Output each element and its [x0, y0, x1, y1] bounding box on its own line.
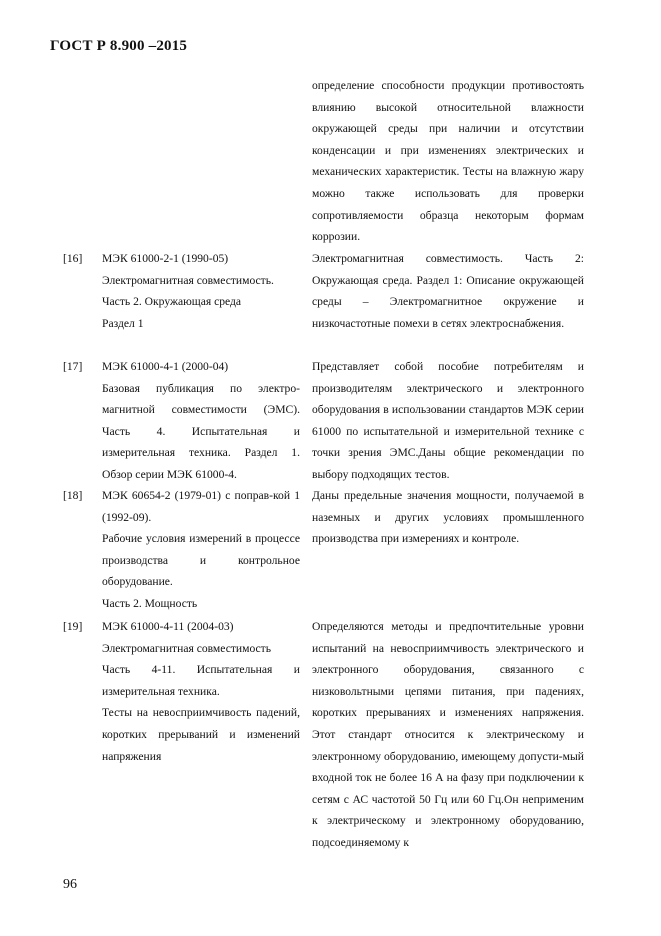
reference-title: [102, 356, 300, 486]
title-line: Базовая публикация по электро-магнитной совместимости (ЭМС). Часть 4. Испытательная и измерительная техника. Раздел 1. Обзор серии МЭК 61000-4.: [102, 381, 300, 481]
reference-description: [312, 616, 584, 854]
reference-description: [312, 485, 584, 550]
page-number: 96: [63, 877, 77, 892]
title-line: Часть 2. Окружающая среда: [102, 295, 242, 309]
title-line: Часть 2. Мощность: [102, 596, 198, 610]
title-line: Электромагнитная совместимость.: [102, 273, 274, 287]
reference-number: [18]: [63, 489, 83, 502]
description-text: Электромагнитная совместимость. Часть 2: Окружающая среда. Раздел 1: Описание окружающей среды – Электромагнитное окружение и низкочастотные помехи в сетях электроснабжения.: [312, 252, 584, 330]
reference-title: [102, 248, 300, 334]
reference-description: [312, 248, 584, 334]
description-text: Даны предельные значения мощности, получаемой в наземных и других условиях промышленного производства при измерениях и контроле.: [312, 489, 584, 546]
reference-number: [19]: [63, 620, 83, 633]
reference-title: [102, 485, 300, 615]
document-header: ГОСТ Р 8.900 –2015: [50, 38, 188, 54]
title-line: Рабочие условия измерений в процессе производства и контрольное оборудование.: [102, 532, 300, 589]
title-line: МЭК 61000-4-1 (2000-04): [102, 360, 229, 373]
title-line: Тесты на невосприимчивость падений, коротких прерываний и изменений напряжения: [102, 706, 300, 763]
description-text: Определяются методы и предпочтительные уровни испытаний на невосприимчивость электрического и электронного оборудования, связанного с низковольтными цепями питания, при падениях, коротких прерываниях и изменениях напряжения. Этот стандарт относится к электрическому и электронному оборудованию, имеющему допусти-мый входной ток не более 16 А на фазу при подключении к сетям с АС частотой 50 Гц или 60 Гц.Он неприменим к электрическому и электронному оборудованию, подсоединяемому к: [312, 620, 584, 849]
title-line: Часть 4-11. Испытательная и измерительная техника.: [102, 663, 300, 698]
reference-number: [17]: [63, 360, 83, 373]
title-line: МЭК 61000-2-1 (1990-05): [102, 252, 229, 265]
reference-title: [102, 616, 300, 767]
title-line: Электромагнитная совместимость: [102, 641, 272, 655]
title-line: Раздел 1: [102, 316, 144, 330]
reference-description: [312, 356, 584, 486]
continued-description: [312, 75, 584, 248]
description-text: Представляет собой пособие потребителям и производителям электрического и электронного оборудования в использовании стандартов МЭК серии 61000 по испытательной и измерительной технике с точки зрения ЭМС.Даны общие рекомендации по выбору подходящих тестов.: [312, 360, 584, 481]
title-line: МЭК 61000-4-11 (2004-03): [102, 620, 234, 633]
description-text: определение способности продукции противостоять влиянию высокой относительной влажности окружающей среды при наличии и отсутствии конденсации и при изменениях электрических и механических характеристик. Тесты на влажную жару можно также использовать для проверки сопротивляемости образца некоторым формам коррозии.: [312, 79, 584, 244]
reference-number: [16]: [63, 252, 83, 265]
title-line: МЭК 60654-2 (1979-01) с поправ-кой 1 (1992-09).: [102, 489, 300, 524]
